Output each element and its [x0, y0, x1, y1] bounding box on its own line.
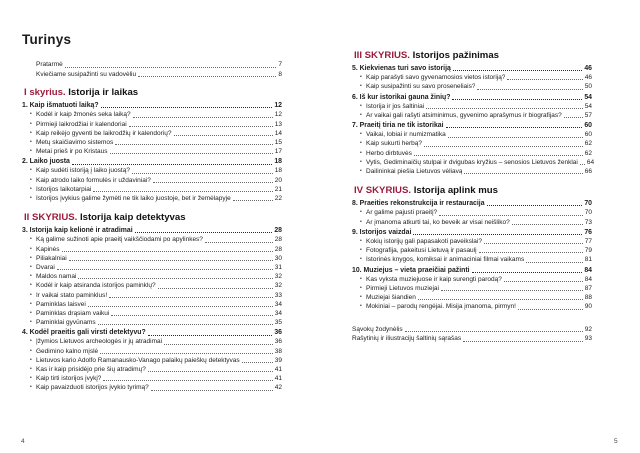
dot-leader — [164, 344, 273, 345]
entry-label: Kaip sukurti herbą? — [366, 140, 423, 148]
bullet-icon: • — [30, 129, 32, 136]
entry-label: Herbo dirbtuvės — [366, 149, 412, 157]
topic-row — [22, 263, 282, 272]
page-number-left: 4 — [21, 438, 25, 445]
section-heading — [354, 50, 592, 61]
entry-page: 28 — [274, 245, 282, 253]
dot-leader — [413, 234, 582, 235]
dot-leader — [158, 288, 273, 289]
front-matter-row — [36, 60, 282, 70]
entry-page: 66 — [584, 168, 592, 176]
entry-label: Piliakalniai — [36, 254, 67, 262]
dot-leader — [426, 108, 583, 109]
bullet-icon: • — [360, 237, 362, 244]
topic-row — [22, 356, 282, 365]
entry-label: Kaip reikėjo gyventi be laikrodžių ir kalendorių? — [36, 129, 172, 137]
dot-leader — [418, 299, 583, 300]
bullet-icon: • — [30, 195, 32, 202]
topic-row — [352, 302, 592, 311]
entry-page: 35 — [274, 319, 282, 327]
chapter-row — [352, 199, 592, 208]
chapter-row — [352, 64, 592, 73]
entry-page: 81 — [584, 256, 592, 264]
toc-title: Turinys — [22, 32, 72, 47]
topic-row — [22, 176, 282, 185]
topic-row — [22, 374, 282, 383]
entry-page: 76 — [584, 228, 592, 236]
dot-leader — [103, 380, 272, 381]
bullet-icon: • — [30, 185, 32, 192]
entry-label: 10. Muziejus – vieta praeičiai pažinti — [352, 266, 470, 274]
dot-leader — [504, 281, 583, 282]
topic-row — [352, 237, 592, 246]
dot-leader — [205, 242, 273, 243]
bullet-icon: • — [30, 236, 32, 243]
topic-row — [22, 254, 282, 263]
entry-label: 1. Kaip išmatuoti laiką? — [22, 102, 99, 110]
dot-leader — [88, 306, 273, 307]
bullet-icon: • — [360, 275, 362, 282]
bullet-icon: • — [360, 168, 362, 175]
entry-label: Dvarai — [36, 263, 55, 271]
section-title: Istorija aplink mus — [413, 185, 498, 197]
topic-row — [22, 347, 282, 356]
bullet-icon: • — [30, 384, 32, 391]
entry-page: 30 — [274, 254, 282, 262]
topic-row — [22, 235, 282, 244]
entry-page: 60 — [584, 131, 592, 139]
entry-label: Kapinės — [36, 245, 60, 253]
dot-leader — [463, 341, 583, 342]
entry-label: Paminklas drąsiam vaikui — [36, 309, 110, 317]
dot-leader — [441, 290, 583, 291]
section-number: II SKYRIUS. — [24, 212, 80, 224]
bullet-icon: • — [30, 263, 32, 270]
entry-label: Rašytinių ir iliustracijų šaltinių sąrašas — [352, 335, 462, 343]
entry-label: 8. Praeities rekonstrukcija ir restauracija — [352, 200, 485, 208]
bullet-icon: • — [30, 338, 32, 345]
topic-row — [352, 284, 592, 293]
topic-row — [22, 309, 282, 318]
dot-leader — [507, 79, 582, 80]
entry-label: Ar vaikai gali rašyti atsiminimus, gyvenimo aprašymus ir biografijas? — [366, 111, 562, 119]
bullet-icon: • — [360, 83, 362, 90]
entry-label: Mokiniai – parodų rengėjai. Misija įmanoma, pirmyn! — [366, 303, 516, 311]
bullet-icon: • — [360, 209, 362, 216]
bullet-icon: • — [30, 300, 32, 307]
dot-leader — [72, 164, 272, 165]
topic-row — [22, 138, 282, 147]
bullet-icon: • — [360, 294, 362, 301]
bullet-icon: • — [30, 282, 32, 289]
chapter-row — [22, 157, 282, 166]
entry-page: 34 — [274, 300, 282, 308]
dot-leader — [148, 335, 273, 336]
entry-label: Pratarmė — [36, 61, 63, 68]
entry-page: 36 — [274, 329, 282, 337]
left-page — [22, 28, 282, 393]
page-number-right: 5 — [614, 438, 618, 445]
bullet-icon: • — [360, 158, 362, 165]
topic-row — [352, 208, 592, 217]
entry-page: 13 — [274, 120, 282, 128]
bullet-icon: • — [30, 176, 32, 183]
dot-leader — [148, 371, 273, 372]
right-page — [352, 50, 595, 344]
entry-page: 77 — [584, 237, 592, 245]
entry-label: 5. Kiekvienas turi savo istoriją — [352, 64, 451, 72]
topic-row — [22, 300, 282, 309]
dot-leader — [132, 173, 273, 174]
dot-leader — [580, 164, 585, 165]
entry-label: Ar galime pajusti praeitį? — [366, 209, 438, 217]
dot-leader — [101, 107, 273, 108]
entry-page: 14 — [274, 129, 282, 137]
entry-page: 32 — [274, 282, 282, 290]
entry-page: 46 — [584, 74, 592, 82]
dot-leader — [62, 251, 273, 252]
entry-label: Ką galime sužinoti apie praeitį vaikščiodami po apylinkes? — [36, 236, 203, 244]
bullet-icon: • — [30, 375, 32, 382]
topic-row — [352, 158, 595, 167]
entry-page: 60 — [584, 122, 592, 130]
entry-label: Kas ir kaip prisidėjo prie šių atradimų? — [36, 366, 146, 374]
entry-page: 28 — [274, 236, 282, 244]
entry-label: Kaip sudėti istoriją į laiko juostą? — [36, 167, 130, 175]
entry-label: Ir vaikai stato paminklus! — [36, 291, 108, 299]
entry-label: Ar įmanoma atkurti tai, ko beveik ar visai neišliko? — [366, 218, 510, 226]
entry-label: 9. Istorijos vaizdai — [352, 228, 412, 236]
entry-page: 32 — [274, 273, 282, 281]
entry-page: 64 — [586, 158, 595, 166]
section-title: Istorijos pažinimas — [412, 50, 500, 61]
entry-page: 8 — [278, 70, 282, 78]
entry-label: 4. Kodėl praeitis gali virsti detektyvu? — [22, 329, 146, 337]
entry-label: Istorijos laikotarpiai — [36, 185, 92, 193]
dot-leader — [472, 272, 583, 273]
section-title: Istorija kaip detektyvas — [79, 212, 186, 224]
topic-row — [352, 82, 592, 91]
entry-label: Kaip atrodo laiko formulės ir uždaviniai? — [36, 176, 151, 184]
entry-page: 38 — [274, 347, 282, 355]
entry-page: 84 — [584, 275, 592, 283]
section-heading — [24, 212, 282, 223]
entry-page: 92 — [584, 325, 592, 333]
dot-leader — [453, 70, 583, 71]
entry-page: 18 — [274, 158, 282, 166]
entry-label: Lietuvos kario Adolfo Ramanausko-Vanago palaikų paieškų detektyvas — [36, 356, 240, 364]
dot-leader — [446, 127, 583, 128]
entry-page: 88 — [584, 294, 592, 302]
entry-label: Pirmieji Lietuvos muziejai — [366, 284, 439, 292]
entry-page: 12 — [274, 111, 282, 119]
entry-page: 73 — [584, 218, 592, 226]
entry-label: 7. Praeitį tiria ne tik istorikai — [352, 122, 444, 130]
right-sections — [352, 50, 595, 312]
entry-page: 62 — [584, 140, 592, 148]
entry-page: 28 — [274, 227, 282, 235]
entry-page: 54 — [584, 102, 592, 110]
entry-page: 18 — [274, 167, 282, 175]
entry-label: Vytis, Gediminaičių stulpai ir dvigubas kryžius – senosios Lietuvos ženklai — [366, 158, 578, 166]
closing-row — [352, 334, 592, 344]
chapter-row — [352, 93, 592, 102]
chapter-row — [22, 328, 282, 337]
bullet-icon: • — [360, 149, 362, 156]
entry-label: Fotografija, pakeitusi Lietuvą ir pasaulį — [366, 247, 477, 255]
dot-leader — [100, 353, 273, 354]
dot-leader — [512, 224, 583, 225]
entry-page: 50 — [584, 83, 592, 91]
entry-page: 41 — [274, 375, 282, 383]
dot-leader — [153, 182, 273, 183]
topic-row — [22, 281, 282, 290]
dot-leader — [477, 89, 582, 90]
entry-label: Kokių istorijų gali papasakoti paveikslai? — [366, 237, 482, 245]
bullet-icon: • — [360, 74, 362, 81]
entry-label: Įžymios Lietuvos archeologės ir jų atradimai — [36, 338, 163, 346]
dot-leader — [111, 315, 272, 316]
bullet-icon: • — [30, 148, 32, 155]
topic-row — [22, 272, 282, 281]
chapter-row — [352, 121, 592, 130]
bullet-icon: • — [30, 291, 32, 298]
entry-page: 90 — [584, 303, 592, 311]
bullet-icon: • — [360, 303, 362, 310]
left-sections — [22, 87, 282, 392]
chapter-row — [352, 228, 592, 237]
bullet-icon: • — [360, 102, 362, 109]
entry-page: 46 — [584, 64, 592, 72]
entry-page: 93 — [584, 335, 592, 343]
dot-leader — [93, 191, 272, 192]
topic-row — [22, 245, 282, 254]
dot-leader — [115, 144, 272, 145]
dot-leader — [439, 215, 583, 216]
entry-label: Dailininkai piešia Lietuvos vėliavą — [366, 168, 463, 176]
bullet-icon: • — [30, 273, 32, 280]
dot-leader — [135, 232, 273, 233]
dot-leader — [464, 173, 582, 174]
topic-row — [22, 120, 282, 129]
entry-label: 3. Istorija kaip kelionė ir atradimai — [22, 227, 133, 235]
dot-leader — [526, 262, 583, 263]
entry-page: 33 — [274, 291, 282, 299]
chapter-row — [352, 266, 592, 275]
entry-page: 54 — [584, 93, 592, 101]
entry-label: Kodėl ir kaip žmonės seka laiką? — [36, 111, 131, 119]
bullet-icon: • — [30, 319, 32, 326]
dot-leader — [133, 117, 273, 118]
entry-page: 21 — [274, 185, 282, 193]
entry-label: Pirmieji laikrodžiai ir kalendoriai — [36, 120, 127, 128]
entry-page: 22 — [274, 195, 282, 203]
topic-row — [352, 149, 592, 158]
dot-leader — [129, 126, 273, 127]
topic-row — [352, 140, 592, 149]
topic-row — [22, 167, 282, 176]
entry-label: Kaip pavaizduoti istorijos įvykio tyrimą? — [36, 384, 149, 392]
topic-row — [352, 167, 592, 176]
entry-page: 84 — [584, 266, 592, 274]
entry-label: Metų skaičiavimo sistemos — [36, 138, 114, 146]
entry-label: Metai prieš ir po Kristaus — [36, 148, 108, 156]
topic-row — [352, 275, 592, 284]
bullet-icon: • — [360, 131, 362, 138]
topic-row — [352, 293, 592, 302]
entry-page: 12 — [274, 102, 282, 110]
topic-row — [352, 246, 592, 255]
dot-leader — [414, 155, 583, 156]
entry-label: Istorija ir jos šaltiniai — [366, 102, 425, 110]
entry-label: 6. Iš kur istorikai gauna žinių? — [352, 93, 451, 101]
entry-label: Kas vyksta muziejuose ir kaip surengti parodą? — [366, 275, 502, 283]
entry-page: 20 — [274, 176, 282, 184]
bullet-icon: • — [30, 138, 32, 145]
entry-page: 70 — [584, 209, 592, 217]
bullet-icon: • — [360, 218, 362, 225]
entry-page: 15 — [274, 138, 282, 146]
bullet-icon: • — [360, 247, 362, 254]
bullet-icon: • — [30, 254, 32, 261]
entry-page: 70 — [584, 200, 592, 208]
section-number: III SKYRIUS. — [354, 50, 413, 61]
topic-row — [352, 130, 592, 139]
bullet-icon: • — [30, 366, 32, 373]
bullet-icon: • — [360, 140, 362, 147]
dot-leader — [564, 117, 583, 118]
entry-page: 7 — [278, 61, 282, 68]
entry-label: Istorinės knygos, komiksai ir animaciniai filmai vaikams — [366, 256, 525, 264]
dot-leader — [484, 243, 583, 244]
dot-leader — [233, 200, 273, 201]
entry-page: 87 — [584, 284, 592, 292]
dot-leader — [174, 135, 273, 136]
entry-label: Paminklai gyvūnams — [36, 319, 96, 327]
entry-page: 39 — [274, 356, 282, 364]
entry-label: Kaip susipažinti su savo proseneliais? — [366, 83, 476, 91]
topic-row — [352, 218, 592, 227]
dot-leader — [151, 390, 273, 391]
dot-leader — [110, 153, 273, 154]
bullet-icon: • — [30, 111, 32, 118]
bullet-icon: • — [30, 347, 32, 354]
closing-list — [352, 325, 592, 345]
entry-label: Paminklas laisvei — [36, 300, 86, 308]
entry-page: 62 — [584, 149, 592, 157]
entry-label: Kaip parašyti savo gyvenamosios vietos istoriją? — [366, 74, 506, 82]
entry-page: 79 — [584, 247, 592, 255]
entry-page: 42 — [274, 384, 282, 392]
entry-page: 36 — [274, 338, 282, 346]
dot-leader — [69, 260, 273, 261]
topic-row — [352, 111, 592, 120]
chapter-row — [22, 101, 282, 110]
topic-row — [22, 194, 282, 203]
topic-row — [22, 129, 282, 138]
bullet-icon: • — [360, 284, 362, 291]
dot-leader — [78, 278, 272, 279]
topic-row — [22, 365, 282, 374]
bullet-icon: • — [30, 167, 32, 174]
section-number: IV SKYRIUS. — [354, 185, 414, 197]
dot-leader — [479, 252, 583, 253]
dot-leader — [448, 137, 583, 138]
entry-label: Gedimino kalno mįslė — [36, 347, 99, 355]
entry-label: Kaip tirti istorijos įvykį? — [36, 375, 102, 383]
front-matter-list — [36, 60, 282, 79]
entry-label: Sąvokų žodynėlis — [352, 325, 403, 333]
dot-leader — [424, 146, 583, 147]
entry-page: 34 — [274, 309, 282, 317]
entry-label: 2. Laiko juosta — [22, 158, 70, 166]
bullet-icon: • — [30, 245, 32, 252]
bullet-icon: • — [30, 120, 32, 127]
dot-leader — [487, 205, 583, 206]
chapter-row — [22, 226, 282, 235]
topic-row — [22, 110, 282, 119]
dot-leader — [65, 67, 277, 68]
bullet-icon: • — [30, 356, 32, 363]
topic-row — [22, 291, 282, 300]
entry-page: 41 — [274, 366, 282, 374]
entry-page: 57 — [584, 111, 592, 119]
topic-row — [22, 338, 282, 347]
section-title: Istorija ir laikas — [68, 87, 139, 99]
topic-row — [22, 318, 282, 327]
entry-label: Istorijos įvykius galime žymėti ne tik laiko juostoje, bet ir žemėlapyje — [36, 195, 231, 203]
topic-row — [352, 73, 592, 82]
entry-label: Muziejai šiandien — [366, 294, 416, 302]
topic-row — [22, 147, 282, 156]
entry-page: 17 — [274, 148, 282, 156]
bullet-icon: • — [30, 309, 32, 316]
entry-label: Vaikai, lobiai ir numizmatika — [366, 131, 446, 139]
front-matter-row — [36, 70, 282, 80]
entry-label: Kodėl ir kaip atsiranda istorijos paminklų? — [36, 282, 156, 290]
dot-leader — [57, 269, 273, 270]
dot-leader — [518, 309, 583, 310]
topic-row — [22, 185, 282, 194]
closing-row — [352, 325, 592, 335]
topic-row — [352, 255, 592, 264]
dot-leader — [109, 297, 273, 298]
section-heading — [354, 185, 592, 196]
entry-label: Maldos namai — [36, 273, 77, 281]
entry-page: 31 — [274, 263, 282, 271]
section-heading — [24, 87, 282, 98]
dot-leader — [405, 331, 583, 332]
dot-leader — [452, 99, 582, 100]
dot-leader — [242, 362, 273, 363]
dot-leader — [138, 76, 276, 77]
bullet-icon: • — [360, 256, 362, 263]
topic-row — [352, 102, 592, 111]
entry-label: Kviečiame susipažinti su vadovėliu — [36, 70, 137, 78]
section-number: I skyrius. — [24, 87, 69, 99]
dot-leader — [98, 324, 273, 325]
topic-row — [22, 383, 282, 392]
bullet-icon: • — [360, 111, 362, 118]
